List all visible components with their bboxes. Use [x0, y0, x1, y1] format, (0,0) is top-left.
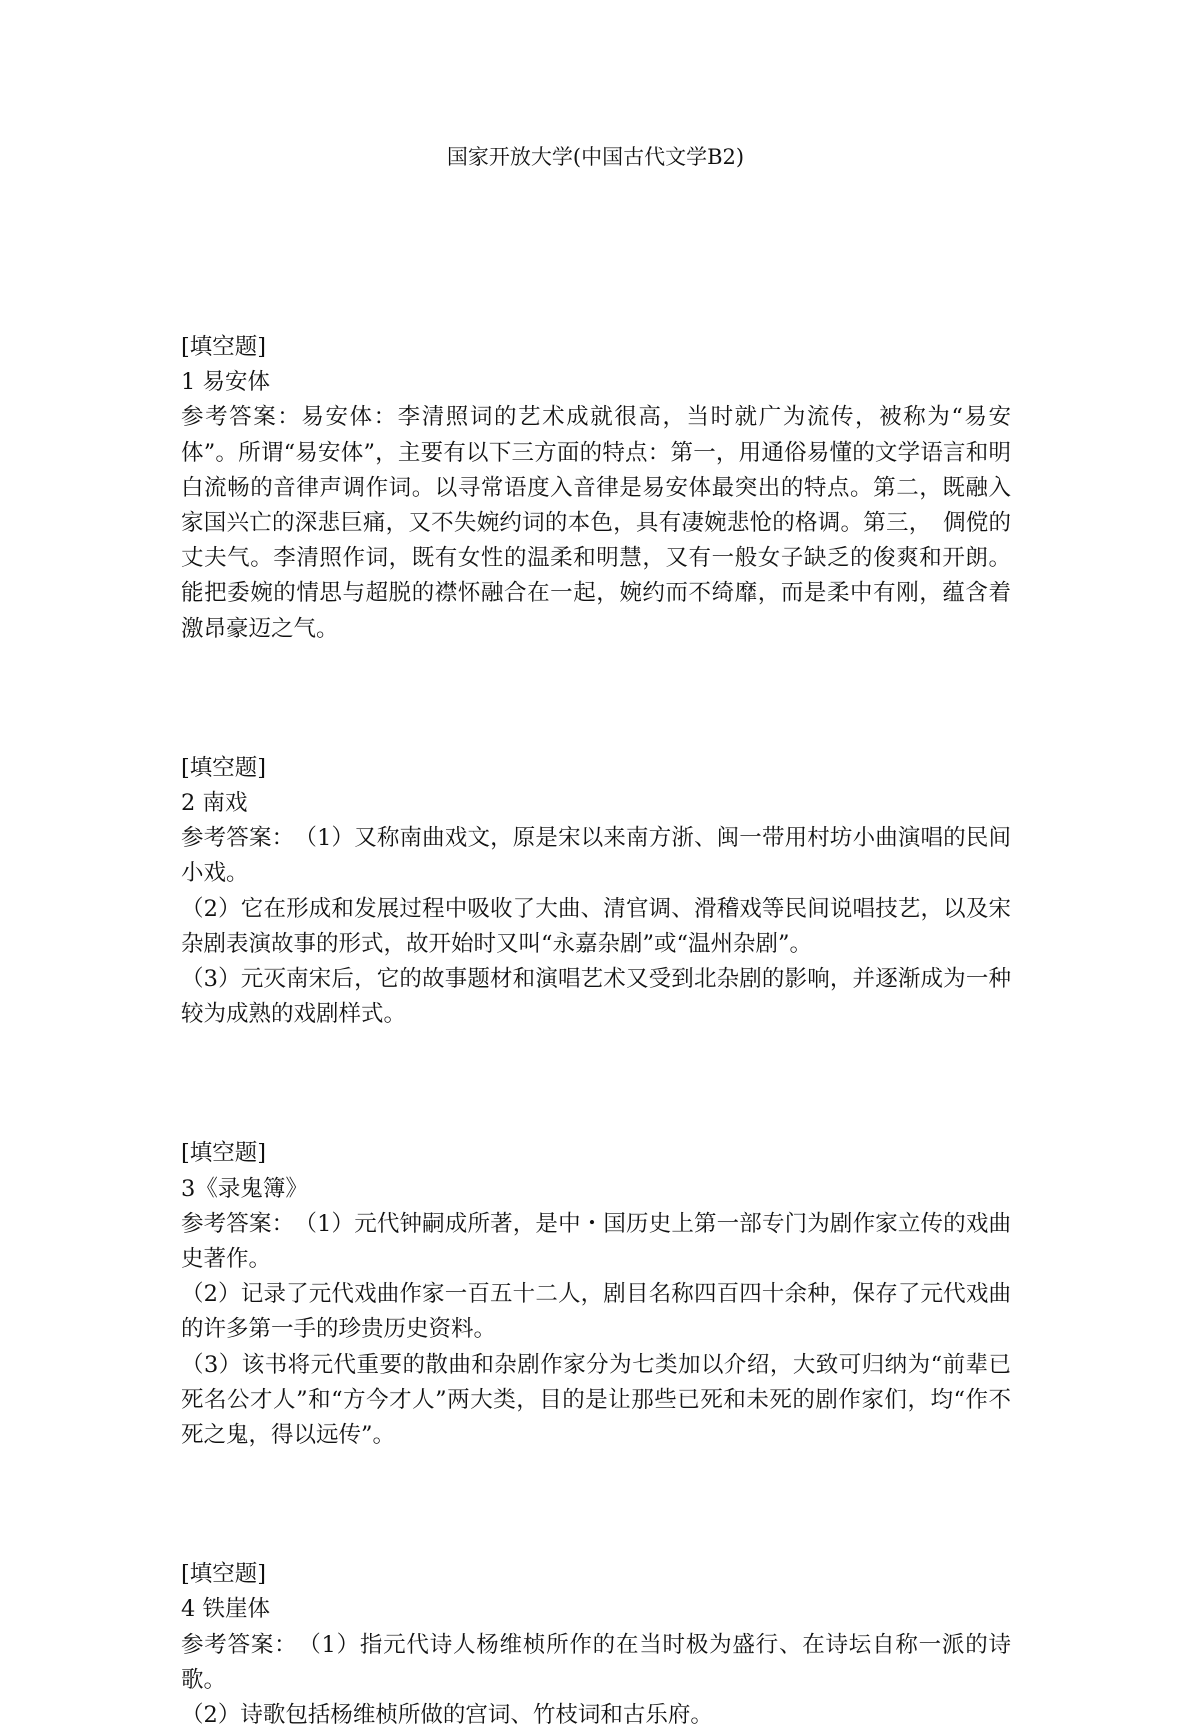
question-term: 1 易安体	[181, 369, 270, 396]
question-term: 3《录鬼簿》	[181, 1175, 308, 1202]
answer-paragraph: 参考答案： （1）元代钟嗣成所著，是中・国历史上第一部专门为剧作家立传的戏曲史著作。	[181, 1210, 1011, 1273]
answer-paragraph: 参考答案：易安体：李清照词的艺术成就很高，当时就广为流传，被称为“易安体”。所谓“易安体”，主要有以下三方面的特点：第一，用通俗易懂的文学语言和明白流畅的音律声调作词。以寻常语度入音律是易安体最突出的特点。第二，既融入家国兴亡的深悲巨痛，又不失婉约词的本色，具有凄婉悲怆的格调。第三， 倜傥的丈夫气。李清照作词，既有女性的温柔和明慧，又有一般女子缺乏的俊爽和开朗。能把委婉的情思与超脱的襟怀融合在一起，婉约而不绮靡，而是柔中有刚，蕴含着激昂豪迈之气。	[181, 404, 1011, 642]
question-type: [填空题]	[181, 334, 267, 360]
question-type: [填空题]	[181, 754, 267, 781]
answer-paragraph: （2）诗歌包括杨维桢所做的宫词、竹枝词和古乐府。	[181, 1702, 713, 1729]
question-block	[181, 751, 1011, 1033]
page-title: 国家开放大学(中国古代文学B2)	[446, 145, 745, 169]
answer-paragraph: （2）记录了元代戏曲作家一百五十二人，剧目名称四百四十余种，保存了元代戏曲的许多第一手的珍贵历史资料。	[181, 1281, 1011, 1343]
question-type: [填空题]	[181, 1561, 267, 1588]
document-body	[181, 330, 1011, 1733]
answer-paragraph: （3）该书将元代重要的散曲和杂剧作家分为七类加以介绍，大致可归纳为“前辈已死名公才人”和“方今才人”两大类，目的是让那些已死和未死的剧作家们，均“作不死之鬼，得以远传”。	[181, 1351, 1011, 1449]
answer-paragraph: （2）它在形成和发展过程中吸收了大曲、清官调、滑稽戏等民间说唱技艺，以及宋杂剧表演故事的形式，故开始时又叫“永嘉杂剧”或“温州杂剧”。	[181, 895, 1011, 957]
question-type: [填空题]	[181, 1140, 267, 1167]
question-block	[181, 330, 1011, 647]
question-block	[181, 1557, 1011, 1733]
answer-paragraph: 参考答案： （1）指元代诗人杨维桢所作的在当时极为盛行、在诗坛自称一派的诗歌。	[181, 1631, 1011, 1693]
answer-paragraph: 参考答案： （1）又称南曲戏文，原是宋以来南方浙、闽一带用村坊小曲演唱的民间小戏。	[181, 825, 1011, 887]
question-term: 2 南戏	[181, 790, 248, 817]
answer-paragraph: （3）元灭南宋后，它的故事题材和演唱艺术又受到北杂剧的影响，并逐渐成为一种较为成熟的戏剧样式。	[181, 966, 1011, 1028]
question-block	[181, 1136, 1011, 1453]
question-term: 4 铁崖体	[181, 1596, 270, 1623]
